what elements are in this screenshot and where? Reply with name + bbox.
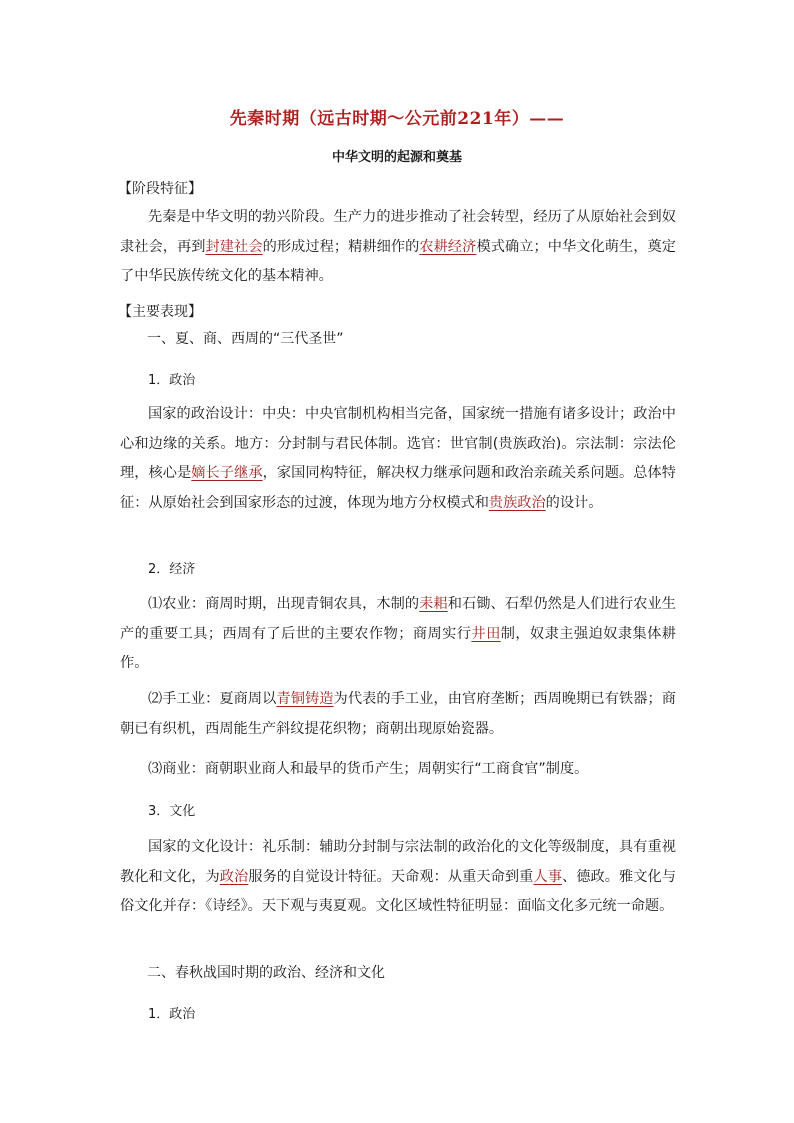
paragraph-commerce (120, 755, 676, 785)
highlighted-term: 青铜铸造 (276, 691, 334, 707)
page-subtitle: 中华文明的起源和奠基 (331, 150, 462, 165)
paragraph-handicraft (120, 685, 676, 744)
highlighted-term: 井田 (471, 625, 501, 642)
heading-spring-autumn: 二、春秋战国时期的政治、经济和文化 (147, 965, 385, 981)
page-title: 先秦时期（远古时期～公元前221年）—— (229, 109, 565, 129)
text-segment: ⑴农业：商周时期，出现青铜农具，木制的 (148, 596, 420, 612)
text-segment: 服务的自觉设计特征。天命观：从重天命到重 (248, 868, 534, 885)
highlighted-term: 政治 (219, 868, 249, 885)
text-segment: ，家国同构特征，解决权力继承问题和政治亲疏关系问题。总体特征：从原始社会到国家形态的过渡，体现为地方分权模式和 (120, 465, 676, 511)
text-segment: 模式确立；中华文化萌生，奠定了中华民族传统文化的基本精神。 (120, 238, 676, 284)
highlighted-term: 农耕经济 (419, 238, 477, 255)
text-segment: 国家的政治设计：中央：中央官制机构相当完备，国家统一措施有诸多设计；政治中心和边缘的关系。地方：分封制与君民体制。选官：世官制(贵族政治)。宗法制：宗法伦理，核心是 (120, 406, 676, 481)
subheading-economy: 2．经济 (148, 562, 196, 577)
subheading-politics-2: 1．政治 (148, 1007, 196, 1022)
text-segment: 和石锄、石犁仍然是人们进行农业生产的重要工具；西周有了后世的主要农作物；商周实行 (120, 596, 676, 642)
paragraph-stage-features (120, 203, 676, 292)
highlighted-term: 耒耜 (419, 596, 448, 612)
text-segment: 为代表的手工业，由官府垄断；西周晚期已有铁器；商朝已有织机，西周能生产斜纹提花织物；商朝出现原始瓷器。 (120, 691, 676, 737)
section-main-performance: 【主要表现】 (118, 304, 202, 320)
paragraph-agriculture (120, 590, 676, 679)
paragraph-culture (120, 833, 676, 922)
paragraph-politics (120, 400, 676, 518)
highlighted-term: 封建社会 (205, 238, 263, 255)
heading-three-dynasties: 一、夏、商、西周的“三代圣世” (147, 331, 344, 347)
subheading-politics: 1．政治 (148, 373, 196, 388)
text-segment: 先秦是中华文明的勃兴阶段。生产力的进步推动了社会转型，经历了从原始社会到奴隶社会，再到 (120, 209, 676, 255)
text-segment: 制，奴隶主强迫奴隶集体耕作。 (120, 625, 676, 671)
text-segment: 的形成过程；精耕细作的 (262, 238, 420, 255)
highlighted-term: 人事 (533, 868, 562, 885)
text-segment: 的设计。 (545, 494, 603, 511)
text-segment: 国家的文化设计：礼乐制：辅助分封制与宗法制的政治化的文化等级制度，具有重视教化和文化，为 (120, 839, 676, 885)
section-stage-features: 【阶段特征】 (118, 181, 202, 197)
text-segment: 、德政。雅文化与俗文化并存：《诗经》。天下观与夷夏观。文化区域性特征明显：面临文化多元统一命题。 (120, 868, 676, 914)
text-segment: ⑶商业：商朝职业商人和最早的货币产生；周朝实行“工商食官”制度。 (148, 761, 589, 777)
highlighted-term: 贵族政治 (488, 494, 546, 511)
subheading-culture: 3．文化 (148, 804, 196, 819)
highlighted-term: 嫡长子继承 (191, 465, 263, 481)
text-segment: ⑵手工业：夏商周以 (148, 691, 277, 707)
